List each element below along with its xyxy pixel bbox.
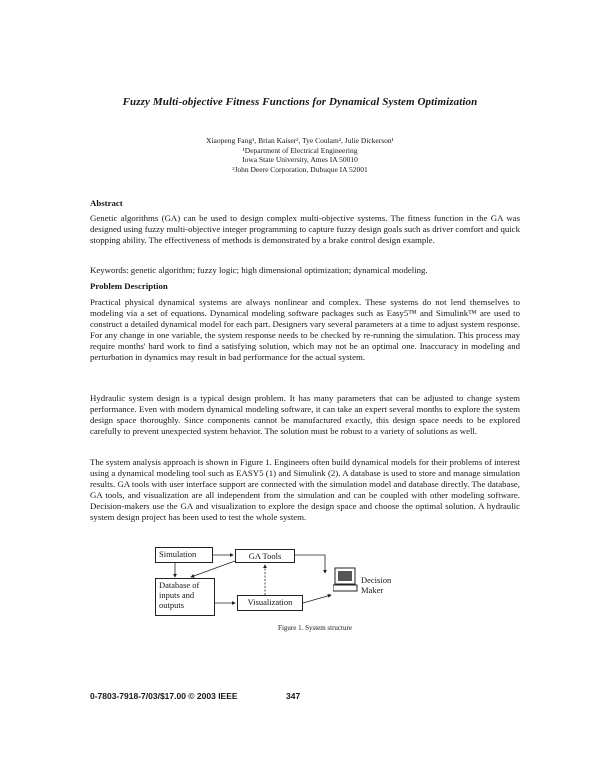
box-ga-tools: GA Tools — [235, 549, 295, 563]
problem-heading: Problem Description — [90, 281, 168, 291]
footer-page-number: 347 — [286, 691, 301, 701]
box-simulation: Simulation — [155, 547, 213, 563]
abstract-heading: Abstract — [90, 198, 123, 208]
computer-icon — [333, 567, 359, 593]
problem-paragraph-1 — [90, 297, 520, 364]
problem-p1-text: Practical physical dynamical systems are always nonlinear and complex. These systems do not lend themselves to modeling via a set of equations. Dynamical modeling software packages such as Easy5™ and Simulink™ are used to construct a detailed dynamical model for each part. Designers vary several parameters at a time to adjust system response. For any change in one variable, the system response needs to be checked by re-running the simulation. This process may require months' hard work to find a satisfying solution, which may not be an optimal one. Inaccuracy in modeling and perturbation in dynamics may result in bad performance for the actual system. — [90, 297, 520, 363]
problem-paragraph-2 — [90, 393, 520, 437]
abstract-text: Genetic algorithms (GA) can be used to design complex multi-objective systems. The fitness function in the GA was designed using fuzzy multi-objective integer programming to capture fuzzy design goals such as driver comfort and quick stopping ability. The effectiveness of methods is demonstrated by a brake control design example. — [90, 213, 520, 246]
box-database: Database of inputs and outputs — [155, 578, 215, 616]
footer-isbn: 0-7803-7918-7/03/$17.00 © 2003 IEEE — [90, 691, 238, 701]
figure-caption: Figure 1. System structure — [278, 624, 352, 632]
affiliation-1-line-2: Iowa State University, Ames IA 50010 — [242, 155, 358, 165]
authors-line: Xiaopeng Fang¹, Brian Kaiser², Tye Coulam², Julie Dickerson¹ — [206, 136, 394, 145]
arrow-ga-to-dm — [295, 555, 325, 573]
box-decision-maker: Decision Maker — [361, 575, 409, 601]
figure-1-system-structure — [155, 545, 415, 625]
author-block — [0, 136, 600, 174]
arrow-vis-to-dm — [303, 595, 331, 603]
affiliation-1-line-1: ¹Department of Electrical Engineering — [242, 145, 358, 155]
problem-p3-text: The system analysis approach is shown in Figure 1. Engineers often build dynamical models for their problems of interest using a dynamical modeling tool such as EASY5 (1) and Simulink (2). A database is used to store and manage simulation results. GA tools with user interface support are connected with the simulation model and database directly. The database, GA tools, and visualization are all independent from the simulation and can be coupled with other modeling software. Decision-makers use the GA and visualization to explore the design space and choose the optimal solution. A hydraulic system design project has been used to test the whole system. — [90, 457, 520, 523]
problem-paragraph-3 — [90, 457, 520, 524]
keywords-block — [90, 265, 520, 276]
affiliation-2-line-1: ²John Deere Corporation, Dubuque IA 52001 — [232, 164, 368, 174]
paper-title: Fuzzy Multi-objective Fitness Functions for Dynamical System Optimization — [122, 96, 478, 108]
keywords-text: Keywords: genetic algorithm; fuzzy logic; high dimensional optimization; dynamical modeling. — [90, 265, 428, 275]
arrow-ga-to-db — [191, 561, 235, 577]
problem-p2-text: Hydraulic system design is a typical design problem. It has many parameters that can be adjusted to change system performance. Even with modern dynamical modeling software, it can take an expert several months to explore the system design space thoroughly. Since components cannot be manufactured exactly, this design space needs to be explored carefully to prevent unexpected system behavior. The solution must be robust to a variety of solutions as well. — [90, 393, 520, 437]
box-visualization: Visualization — [237, 595, 303, 611]
abstract-body — [90, 213, 520, 246]
